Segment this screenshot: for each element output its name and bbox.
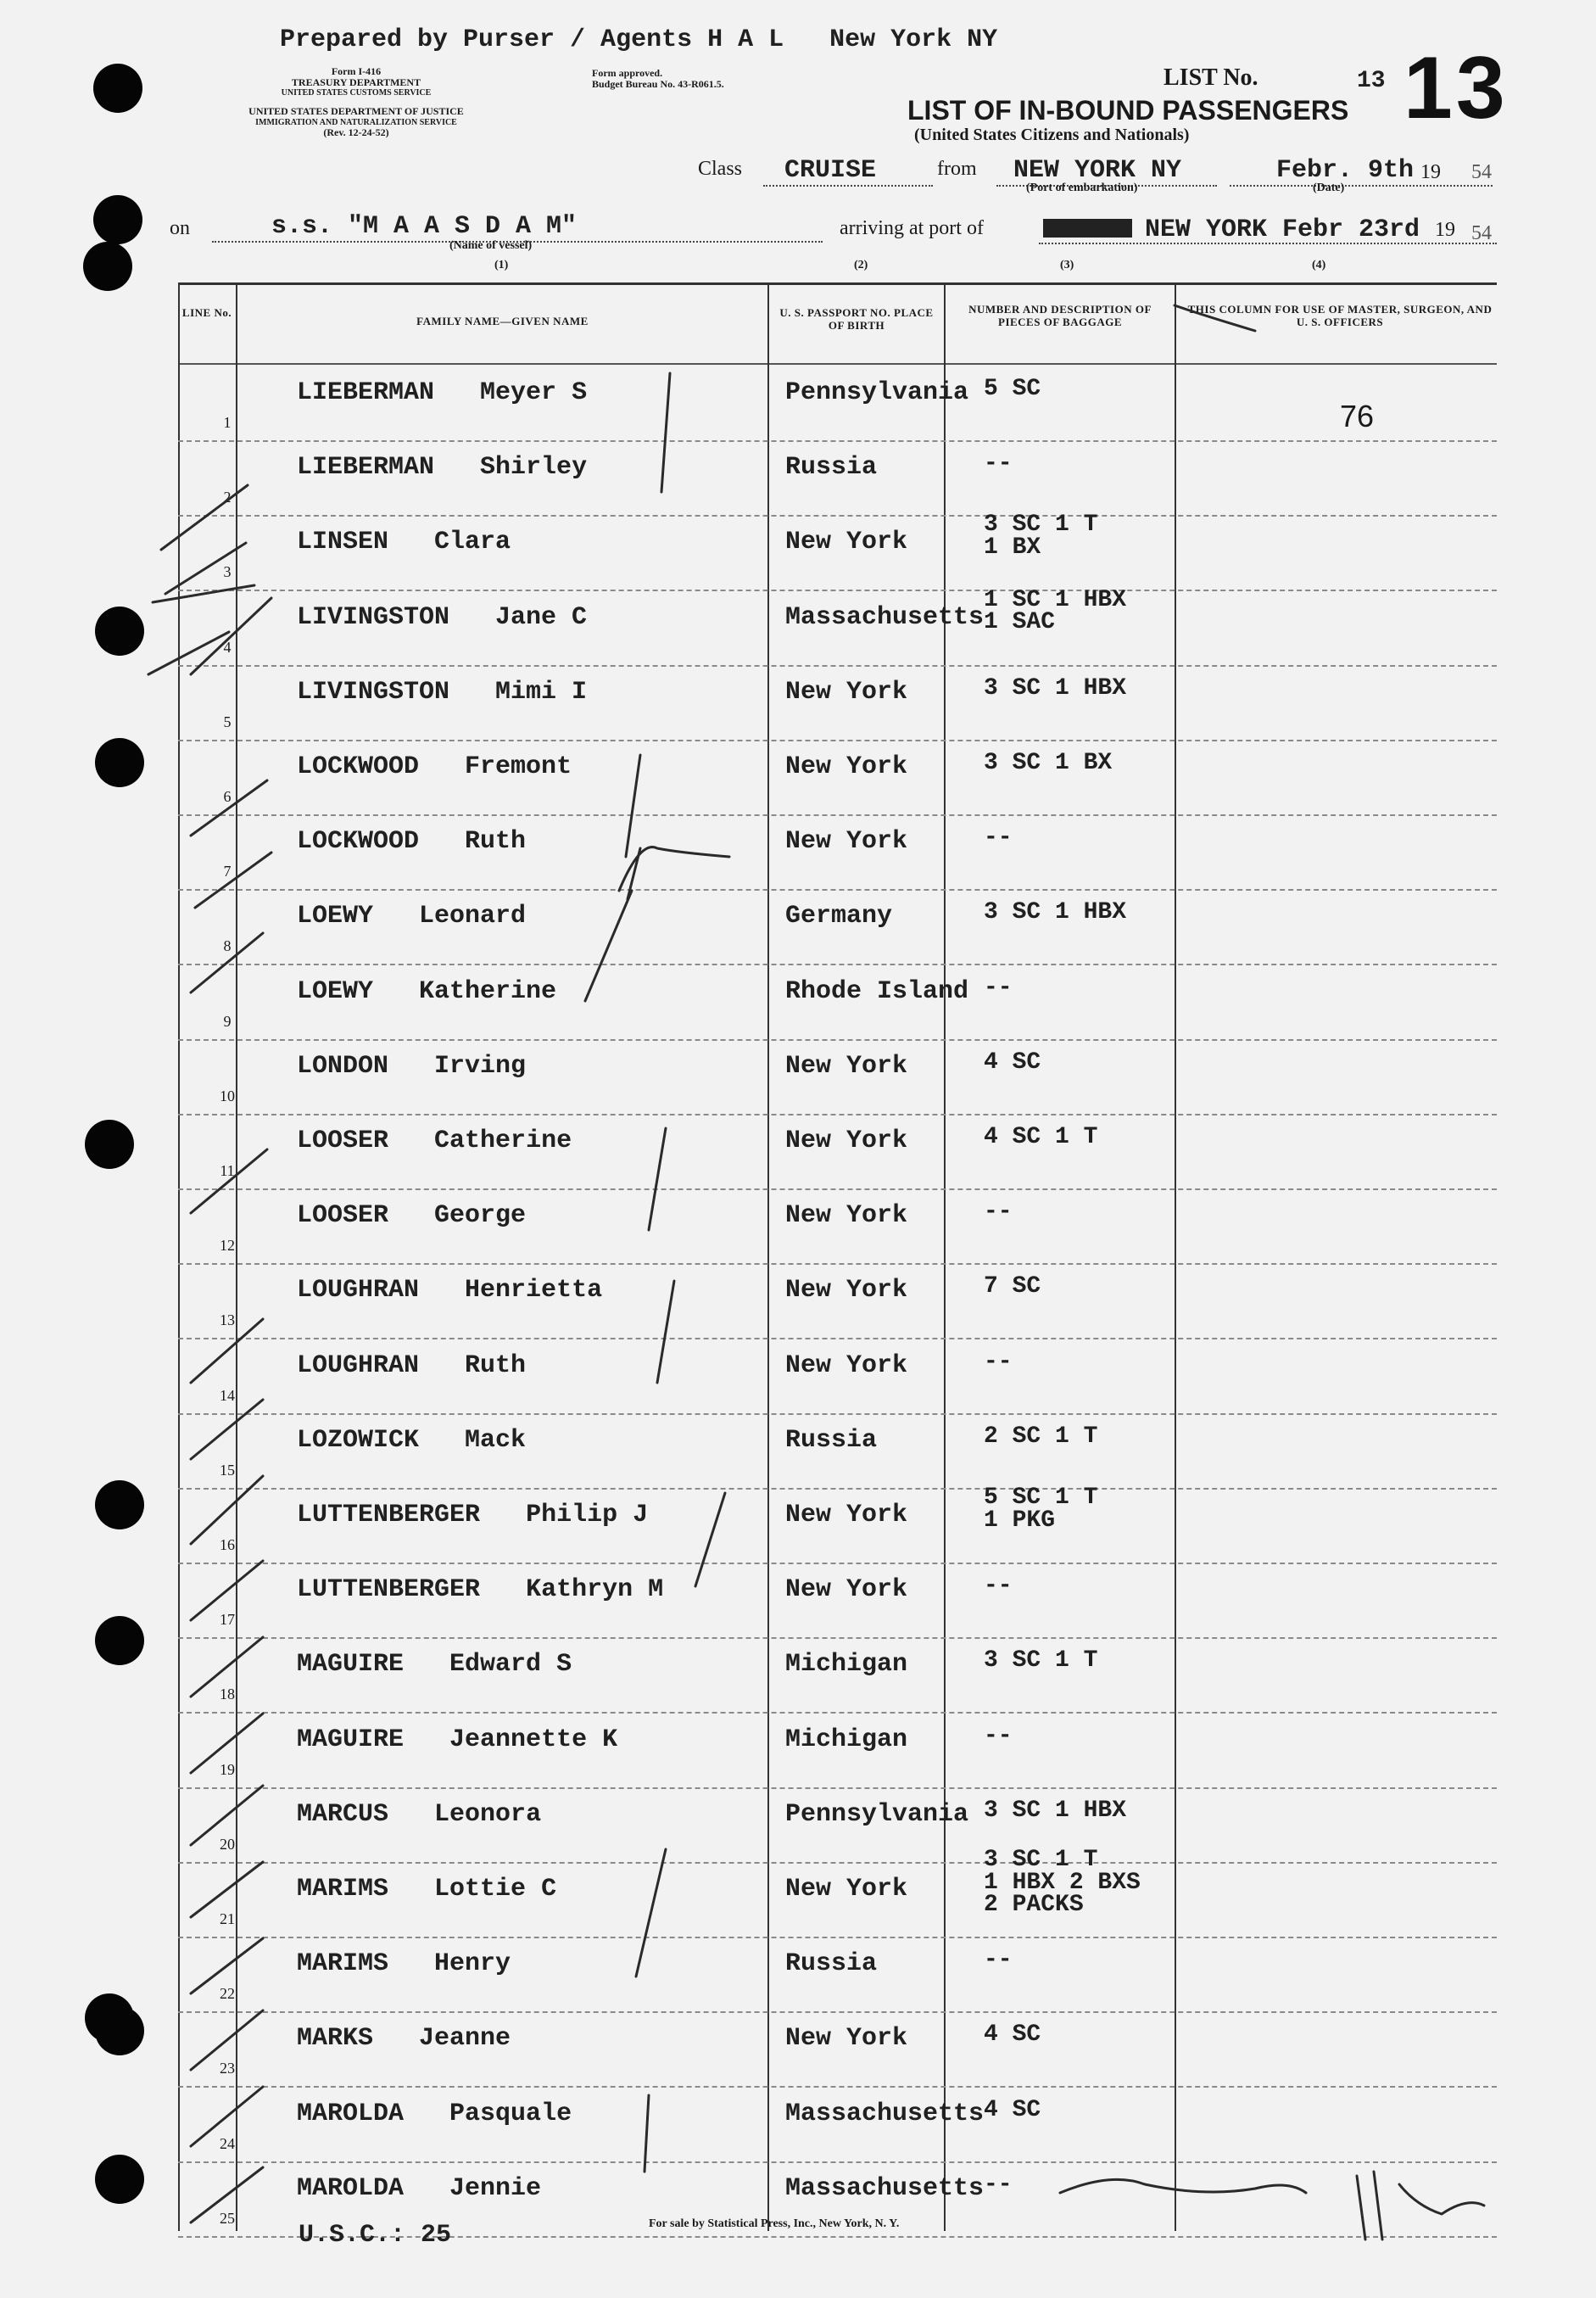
list-no-label: LIST No. (1164, 64, 1258, 91)
arrival-port-date: NEW YORK Febr 23rd (1145, 215, 1420, 244)
baggage: 7 SC (984, 1273, 1041, 1300)
baggage: 3 SC 1 T 1 BX (984, 512, 1098, 561)
family-name: LOCKWOOD (297, 827, 420, 857)
embark-year: 54 (1471, 161, 1492, 183)
baggage: 3 SC 1 HBX (984, 899, 1127, 926)
place-of-birth: Massachusetts (785, 602, 985, 632)
form-approved-text: Form approved. (592, 67, 663, 79)
baggage: 3 SC 1 T (984, 1647, 1098, 1675)
place-of-birth: Rhode Island (785, 976, 969, 1006)
line-number: 24 (220, 2134, 235, 2152)
family-name: MARKS (297, 2024, 374, 2054)
port-embark-caption: (Port of embarkation) (1026, 182, 1138, 194)
place-of-birth: New York (785, 528, 908, 557)
place-of-birth: New York (785, 1127, 908, 1155)
family-name: LUTTENBERGER (297, 1501, 481, 1529)
place-of-birth: New York (785, 1201, 908, 1231)
header-passport: U. S. PASSPORT NO. PLACE OF BIRTH (779, 306, 934, 332)
baggage: -- (984, 1947, 1013, 1974)
family-name: LOUGHRAN (297, 1276, 420, 1306)
form-no-text: Form I-416 (331, 65, 382, 77)
place-of-birth: New York (785, 1350, 908, 1380)
family-name: LOCKWOOD (297, 752, 420, 781)
place-of-birth: New York (785, 1276, 908, 1306)
customs-text: UNITED STATES CUSTOMS SERVICE (281, 88, 432, 98)
given-name: Jeanne (419, 2024, 511, 2054)
page-subtitle: (United States Citizens and Nationals) (914, 126, 1190, 144)
justice-text: UNITED STATES DEPARTMENT OF JUSTICE (248, 105, 464, 118)
line-number: 8 (223, 937, 232, 955)
given-name: Catherine (434, 1127, 572, 1155)
printer-credit: For sale by Statistical Press, Inc., New York, N. Y. (649, 2217, 900, 2230)
place-of-birth: Russia (785, 1949, 878, 1979)
given-name: Leonora (434, 1799, 542, 1829)
prepared-by-line: Prepared by Purser / Agents H A L New York NY (280, 25, 998, 54)
family-name: MARCUS (297, 1799, 389, 1829)
family-name: LOOSER (297, 1201, 389, 1231)
line-number: 18 (220, 1686, 235, 1703)
baggage: -- (984, 1199, 1013, 1226)
line-number: 5 (223, 713, 232, 730)
baggage: -- (984, 974, 1013, 1001)
budget-text: Budget Bureau No. 43-R061.5. (592, 78, 724, 91)
class-value: CRUISE (784, 156, 877, 185)
place-of-birth: New York (785, 677, 908, 707)
line-number: 15 (220, 1461, 235, 1479)
arrival-year: 54 (1471, 222, 1492, 244)
given-name: Philip J (526, 1501, 649, 1529)
place-of-birth: Russia (785, 453, 878, 483)
given-name: Meyer S (480, 378, 588, 407)
baggage: -- (984, 1573, 1013, 1600)
line-number: 9 (223, 1012, 232, 1030)
place-of-birth: New York (785, 1875, 908, 1904)
baggage: -- (984, 450, 1013, 478)
baggage: -- (984, 1348, 1013, 1375)
baggage: 1 SC 1 HBX 1 SAC (984, 586, 1127, 636)
baggage: 5 SC 1 T 1 PKG (984, 1484, 1098, 1534)
treasury-text: TREASURY DEPARTMENT (291, 76, 421, 89)
family-name: MAROLDA (297, 2099, 405, 2128)
header-name: FAMILY NAME—GIVEN NAME (416, 315, 589, 327)
line-number: 13 (220, 1311, 235, 1329)
usc-count: U.S.C.: 25 (299, 2221, 452, 2250)
given-name: Shirley (480, 453, 588, 483)
family-name: MAROLDA (297, 2173, 405, 2203)
baggage: -- (984, 825, 1013, 852)
rev-text: (Rev. 12-24-52) (323, 126, 389, 138)
baggage: 2 SC 1 T (984, 1423, 1098, 1450)
date-caption: (Date) (1313, 182, 1345, 194)
family-name: MAGUIRE (297, 1650, 405, 1680)
list-no-typed: 13 (1357, 68, 1386, 94)
line-number: 25 (220, 2209, 235, 2227)
given-name: Ruth (465, 1350, 527, 1380)
baggage: 5 SC (984, 376, 1041, 402)
place-of-birth: New York (785, 1575, 908, 1605)
family-name: MARIMS (297, 1875, 389, 1904)
place-of-birth: Pennsylvania (785, 378, 969, 407)
line-number: 6 (223, 788, 232, 805)
officer-annotation-76: 76 (1340, 399, 1375, 433)
family-name: LUTTENBERGER (297, 1575, 481, 1605)
line-number: 7 (223, 863, 232, 881)
arriving-label: arriving at port of (840, 217, 984, 239)
line-number: 11 (220, 1162, 235, 1179)
place-of-birth: Massachusetts (785, 2173, 985, 2203)
arrival-year-prefix: 19 (1435, 219, 1455, 241)
line-number: 19 (220, 1760, 235, 1778)
family-name: LOOSER (297, 1127, 389, 1155)
given-name: Mimi I (495, 677, 588, 707)
given-name: Ruth (465, 827, 527, 857)
place-of-birth: Michigan (785, 1650, 908, 1680)
place-of-birth: New York (785, 752, 908, 781)
place-of-birth: New York (785, 827, 908, 857)
line-number: 21 (220, 1910, 235, 1927)
class-label: Class (698, 158, 743, 180)
given-name: Irving (434, 1051, 527, 1081)
line-number: 23 (220, 2060, 235, 2077)
family-name: LIVINGSTON (297, 677, 450, 707)
line-number: 10 (220, 1087, 235, 1104)
given-name: Edward S (449, 1650, 572, 1680)
col-ref-2: (2) (854, 259, 868, 271)
baggage: 4 SC (984, 2096, 1041, 2123)
line-number: 16 (220, 1536, 235, 1553)
family-name: LOEWY (297, 976, 374, 1006)
place-of-birth: Michigan (785, 1725, 908, 1754)
col-ref-4: (4) (1312, 259, 1326, 271)
baggage: 4 SC (984, 1048, 1041, 1076)
vessel-name: s.s. "M A A S D A M" (271, 212, 578, 241)
given-name: George (434, 1201, 527, 1231)
line-number: 20 (220, 1835, 235, 1853)
family-name: LONDON (297, 1051, 389, 1081)
family-name: LOUGHRAN (297, 1350, 420, 1380)
line-number: 12 (220, 1237, 235, 1255)
baggage: 3 SC 1 BX (984, 750, 1113, 776)
embark-date: Febr. 9th (1276, 156, 1415, 185)
family-name: LIEBERMAN (297, 378, 435, 407)
place-of-birth: Massachusetts (785, 2099, 985, 2128)
col-ref-3: (3) (1060, 259, 1074, 271)
baggage: 3 SC 1 HBX (984, 674, 1127, 702)
given-name: Mack (465, 1425, 527, 1455)
family-name: MARIMS (297, 1949, 389, 1979)
embark-year-prefix: 19 (1420, 161, 1441, 183)
family-name: LIVINGSTON (297, 602, 450, 632)
given-name: Pasquale (449, 2099, 572, 2128)
baggage: 3 SC 1 T 1 HBX 2 BXS 2 PACKS (984, 1847, 1141, 1919)
line-number: 4 (223, 638, 232, 656)
vessel-caption: (Name of vessel) (449, 239, 533, 252)
given-name: Kathryn M (526, 1575, 664, 1605)
given-name: Katherine (419, 976, 557, 1006)
place-of-birth: Pennsylvania (785, 1799, 969, 1829)
list-no-stamp: 13 (1403, 39, 1509, 137)
given-name: Henrietta (465, 1276, 603, 1306)
header-line-no: LINE No. (181, 306, 232, 319)
col-ref-1: (1) (494, 259, 509, 271)
family-name: LIEBERMAN (297, 453, 435, 483)
given-name: Leonard (419, 902, 527, 931)
place-of-birth: New York (785, 1501, 908, 1529)
line-number: 14 (220, 1386, 235, 1404)
given-name: Lottie C (434, 1875, 557, 1904)
line-number: 2 (223, 489, 232, 506)
baggage: -- (984, 1722, 1013, 1749)
given-name: Jane C (495, 602, 588, 632)
line-number: 3 (223, 563, 232, 581)
place-of-birth: Russia (785, 1425, 878, 1455)
baggage: 4 SC (984, 2021, 1041, 2049)
given-name: Jeannette K (449, 1725, 618, 1754)
given-name: Henry (434, 1949, 511, 1979)
place-of-birth: New York (785, 2024, 908, 2054)
line-number: 17 (220, 1611, 235, 1629)
port-of-embarkation: NEW YORK NY (1013, 156, 1182, 185)
place-of-birth: Germany (785, 902, 893, 931)
family-name: MAGUIRE (297, 1725, 405, 1754)
baggage: 4 SC 1 T (984, 1124, 1098, 1150)
immigration-text: IMMIGRATION AND NATURALIZATION SERVICE (255, 117, 457, 127)
family-name: LOZOWICK (297, 1425, 420, 1455)
line-number: 1 (223, 414, 232, 431)
header-baggage: NUMBER AND DESCRIPTION OF PIECES OF BAGGAGE (968, 303, 1152, 328)
baggage: -- (984, 2171, 1013, 2198)
line-number: 22 (220, 1985, 235, 2003)
given-name: Clara (434, 528, 511, 557)
given-name: Jennie (449, 2173, 542, 2203)
on-label: on (170, 217, 190, 239)
header-officers: THIS COLUMN FOR USE OF MASTER, SURGEON, AND U. S. OFFICERS (1187, 303, 1493, 328)
baggage: 3 SC 1 HBX (984, 1797, 1127, 1824)
family-name: LOEWY (297, 902, 374, 931)
given-name: Fremont (465, 752, 572, 781)
page-title: LIST OF IN-BOUND PASSENGERS (907, 95, 1349, 126)
family-name: LINSEN (297, 528, 389, 557)
place-of-birth: New York (785, 1051, 908, 1081)
from-label: from (937, 158, 977, 180)
